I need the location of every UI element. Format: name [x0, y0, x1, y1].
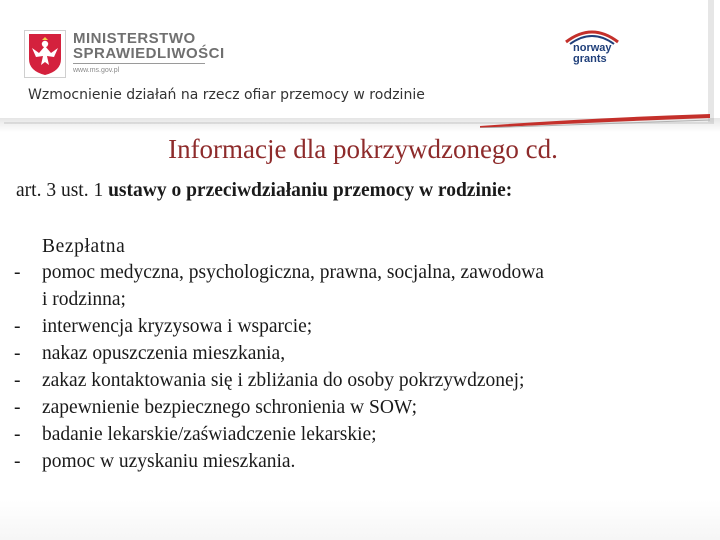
bottom-fade [0, 500, 720, 540]
list-item [14, 397, 417, 419]
polish-eagle-emblem-icon [24, 30, 66, 78]
list-item [14, 316, 312, 338]
list-item [14, 424, 377, 446]
list-item [14, 262, 544, 284]
slide-header [0, 0, 720, 130]
norway-grants-line1: norway [573, 42, 612, 54]
list-item-text: pomoc medyczna, psychologiczna, prawna, socjalna, zawodowa [42, 262, 544, 283]
ministry-divider [73, 63, 205, 64]
header-swoosh [480, 112, 710, 128]
list-item-text: nakaz opuszczenia mieszkania, [42, 343, 286, 364]
ministry-name-line1: MINISTERSTWO [73, 30, 196, 47]
list-item-text: zakaz kontaktowania się i zbliżania do osoby pokrzywdzonej; [42, 370, 525, 391]
ministry-url: www.ms.gov.pl [73, 67, 120, 74]
list-item [14, 451, 295, 473]
list-dash: - [14, 316, 21, 337]
ministry-name-line2: SPRAWIEDLIWOŚCI [73, 45, 225, 62]
slide-title: Informacje dla pokrzywdzonego cd. [168, 134, 558, 164]
legal-basis-line [16, 180, 512, 202]
list-dash: - [14, 343, 21, 364]
list-dash: - [14, 397, 21, 418]
list-heading: Bezpłatna [42, 236, 126, 257]
list-dash: - [14, 451, 21, 472]
list-dash: - [14, 424, 21, 445]
list-item-continuation: i rodzinna; [42, 289, 126, 310]
list-item-text: interwencja kryzysowa i wsparcie; [42, 316, 313, 337]
list-dash: - [14, 262, 21, 283]
list-item [14, 343, 285, 365]
list-item-text: badanie lekarskie/zaświadczenie lekarskie; [42, 424, 377, 445]
list-dash: - [14, 370, 21, 391]
list-item [14, 370, 524, 392]
list-item-text: zapewnienie bezpiecznego schronienia w SOW; [42, 397, 418, 418]
legal-basis-article: art. 3 ust. 1 [16, 180, 109, 201]
project-subtitle: Wzmocnienie działań na rzecz ofiar przemocy w rodzinie [28, 87, 425, 103]
legal-basis-act: ustawy o przeciwdziałaniu przemocy w rodzinie: [108, 180, 513, 201]
list-item-text: pomoc w uzyskaniu mieszkania. [42, 451, 296, 472]
norway-grants-line2: grants [573, 53, 607, 65]
